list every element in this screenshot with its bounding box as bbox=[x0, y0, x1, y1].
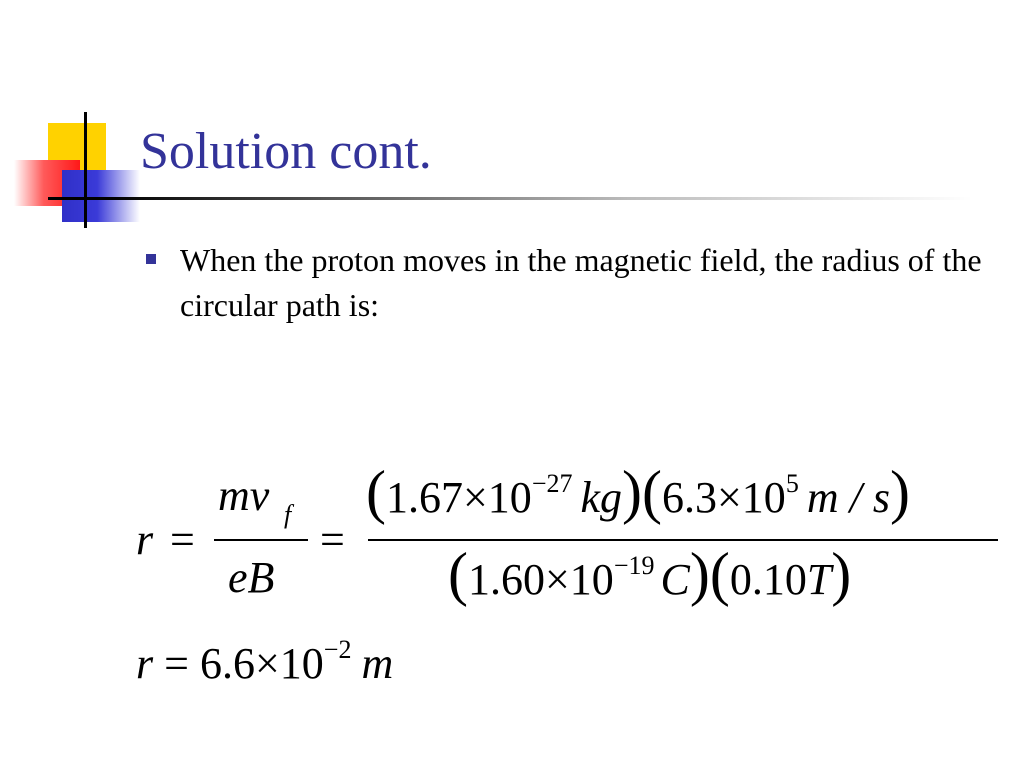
paren-open: ( bbox=[448, 541, 468, 607]
eq2-equals: = bbox=[164, 639, 189, 688]
den-mantissa-2: 0.10 bbox=[729, 555, 807, 604]
paren-close: ) bbox=[689, 541, 710, 607]
den-mantissa-1: 1.60×10 bbox=[467, 555, 614, 604]
num-exponent-2: 5 bbox=[785, 469, 799, 498]
title-rule bbox=[112, 197, 972, 200]
eq1-frac1-subscript: f bbox=[284, 500, 292, 529]
den-unit-1: C bbox=[660, 555, 690, 604]
eq2-unit: m bbox=[361, 639, 394, 688]
paren-close: ) bbox=[831, 541, 852, 607]
paren-open: ( bbox=[642, 459, 662, 525]
eq1-lhs: r bbox=[136, 515, 154, 564]
eq1-equals-2: = bbox=[320, 515, 345, 564]
paren-open: ( bbox=[709, 541, 730, 607]
eq2-mantissa: 6.6×10 bbox=[199, 639, 324, 688]
eq1-frac1-denominator: eB bbox=[228, 553, 275, 602]
eq1-equals: = bbox=[170, 515, 195, 564]
num-mantissa-1: 1.67×10 bbox=[385, 473, 532, 522]
logo-vertical-line bbox=[84, 112, 87, 228]
bullet-marker bbox=[146, 254, 156, 264]
eq1-numerator bbox=[366, 458, 910, 527]
eq2-exponent: −2 bbox=[323, 635, 352, 664]
paren-close: ) bbox=[889, 459, 910, 525]
eq1-frac1-numerator: mv bbox=[218, 471, 270, 520]
den-unit-2: T bbox=[806, 555, 832, 604]
eq1-denominator bbox=[448, 540, 851, 609]
slide-title: Solution cont. bbox=[140, 123, 432, 180]
bullet-text: When the proton moves in the magnetic field, the radius of the circular path is: bbox=[180, 242, 982, 323]
num-exponent-1: −27 bbox=[531, 469, 573, 498]
num-unit-1: kg bbox=[580, 473, 623, 522]
num-unit-2: m / s bbox=[806, 473, 890, 522]
eq2-lhs: r bbox=[136, 639, 154, 688]
den-exponent-1: −19 bbox=[613, 551, 655, 580]
paren-open: ( bbox=[366, 459, 386, 525]
num-mantissa-2: 6.3×10 bbox=[661, 473, 786, 522]
blue-square bbox=[62, 170, 140, 222]
logo-horizontal-line bbox=[48, 197, 118, 200]
paren-close: ) bbox=[622, 459, 642, 525]
eq1-frac1-bar bbox=[214, 539, 308, 541]
equation-radius-result bbox=[136, 635, 394, 689]
slide-logo bbox=[0, 0, 150, 240]
